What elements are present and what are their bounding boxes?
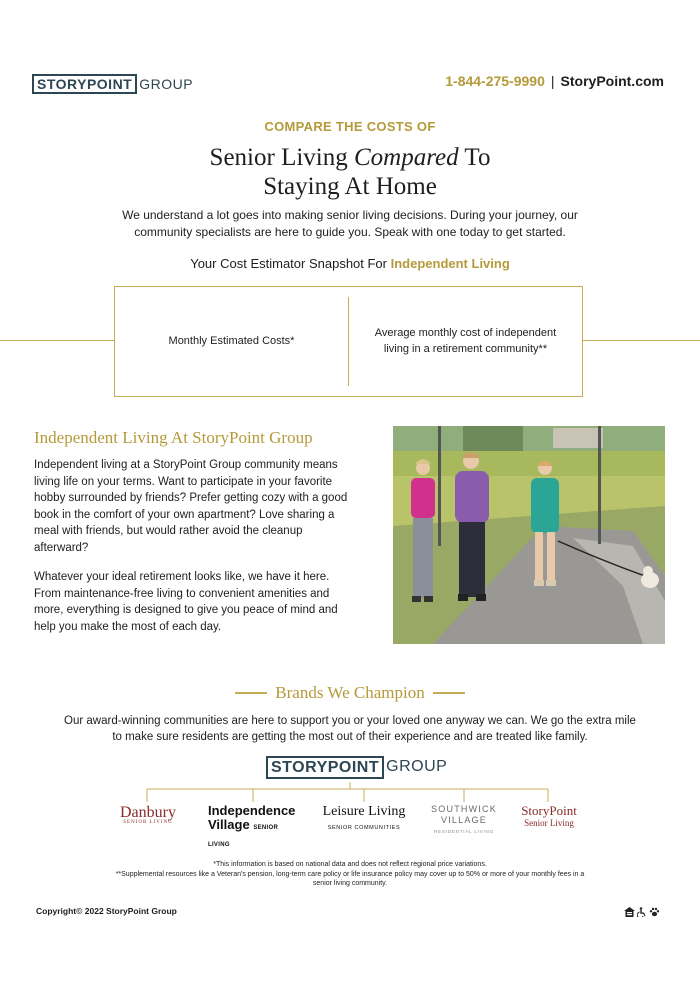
title-part2: To <box>458 144 491 171</box>
logo-wordmark: STORYPOINT <box>32 74 137 94</box>
footnote-2: **Supplemental resources like a Veteran's pension, long-term care policy or life insurance policy may cover up to 50% or more of your monthly fees in a senior living community. <box>115 870 585 887</box>
brands-intro-text: Our award-winning communities are here to support you or your loved one anyway we can. We go the extra mile to make sure residents are getting the most out of their experience and are treated like family. <box>64 715 636 743</box>
intro-text: We understand a lot goes into making senior living decisions. During your journey, our community specialists are here to guide you. Speak with one today to get started. <box>122 208 578 239</box>
cost-estimator-box <box>114 286 583 397</box>
monthly-estimated-costs-label: Monthly Estimated Costs* <box>168 335 295 347</box>
website-link[interactable]: StoryPoint.com <box>560 73 664 89</box>
independent-living-paragraph-2: Whatever your ideal retirement looks like, we have it here. From maintenance-free living to convenient amenities and more, everything is designed to give you peace of mind and help you make the most of each day. <box>34 571 338 633</box>
eyebrow-heading: COMPARE THE COSTS OF <box>264 119 436 134</box>
page-title <box>0 143 700 201</box>
divider-line-left <box>0 340 114 341</box>
title-emphasis: Compared <box>353 144 459 171</box>
header-separator: | <box>550 73 555 89</box>
footnotes <box>110 860 590 889</box>
independence-line2: Village <box>208 817 250 832</box>
storypoint-group-parent-logo[interactable] <box>266 756 447 779</box>
footnote-1: *This information is based on national data and does not reflect regional price variations. <box>213 861 487 868</box>
header-contact <box>445 73 664 89</box>
danbury-name: Danbury <box>120 804 176 821</box>
title-line2: Staying At Home <box>263 173 437 200</box>
brands-heading <box>0 683 700 703</box>
independence-line1: Independence <box>208 803 296 818</box>
snapshot-prefix: Your Cost Estimator Snapshot For <box>190 256 391 271</box>
pet-friendly-icon <box>649 904 660 922</box>
equal-housing-icon <box>624 904 635 922</box>
footer-icons <box>624 904 660 922</box>
snapshot-accent: Independent Living <box>390 256 510 271</box>
southwick-sub: RESIDENTIAL LIVING <box>434 829 494 834</box>
independence-sub: SENIOR LIVING <box>208 825 279 848</box>
brands-title-text: Brands We Champion <box>275 683 425 702</box>
parent-logo-wordmark: STORYPOINT <box>266 756 384 779</box>
brand-tree-connector <box>0 782 700 802</box>
independent-living-heading: Independent Living At StoryPoint Group <box>34 428 313 447</box>
leisure-living-logo[interactable] <box>315 804 413 836</box>
snapshot-heading <box>0 256 700 271</box>
independence-village-logo[interactable] <box>208 804 300 852</box>
southwick-line2: VILLAGE <box>441 815 487 825</box>
brands-dash-left <box>235 692 267 694</box>
danbury-sub: SENIOR LIVING <box>123 820 173 825</box>
storypoint-group-logo[interactable] <box>32 74 193 94</box>
accessibility-icon <box>637 904 647 922</box>
phone-link[interactable]: 1-844-275-9990 <box>445 73 545 89</box>
storypoint-senior-living-logo[interactable] <box>504 804 594 830</box>
leisure-name: Leisure Living <box>322 804 406 819</box>
parent-logo-group-text: GROUP <box>386 758 448 776</box>
danbury-logo[interactable] <box>112 804 184 825</box>
divider-line-right <box>583 340 700 341</box>
title-part1: Senior Living <box>209 144 354 171</box>
southwick-village-logo[interactable] <box>428 804 500 837</box>
independent-living-paragraph-1: Independent living at a StoryPoint Group community means living life on your terms. Want to participate in your favorite hobby surrounded by friends? Prefer getting cozy with a good book in the comfort of your own apartment? Love sharing a meal with friends, but would rather avoid the cleanup afterward? <box>34 459 348 554</box>
southwick-line1: SOUTHWICK <box>431 804 497 814</box>
average-monthly-cost-label: Average monthly cost of independent living in a retirement community** <box>374 327 557 355</box>
copyright-text: Copyright© 2022 StoryPoint Group <box>36 906 177 916</box>
storypoint-sub: Senior Living <box>524 818 574 828</box>
brands-dash-right <box>433 692 465 694</box>
storypoint-name: StoryPoint <box>521 803 577 818</box>
logo-group-text: GROUP <box>139 76 194 93</box>
seniors-walking-photo <box>393 426 665 644</box>
leisure-sub: SENIOR COMMUNITIES <box>327 825 401 831</box>
